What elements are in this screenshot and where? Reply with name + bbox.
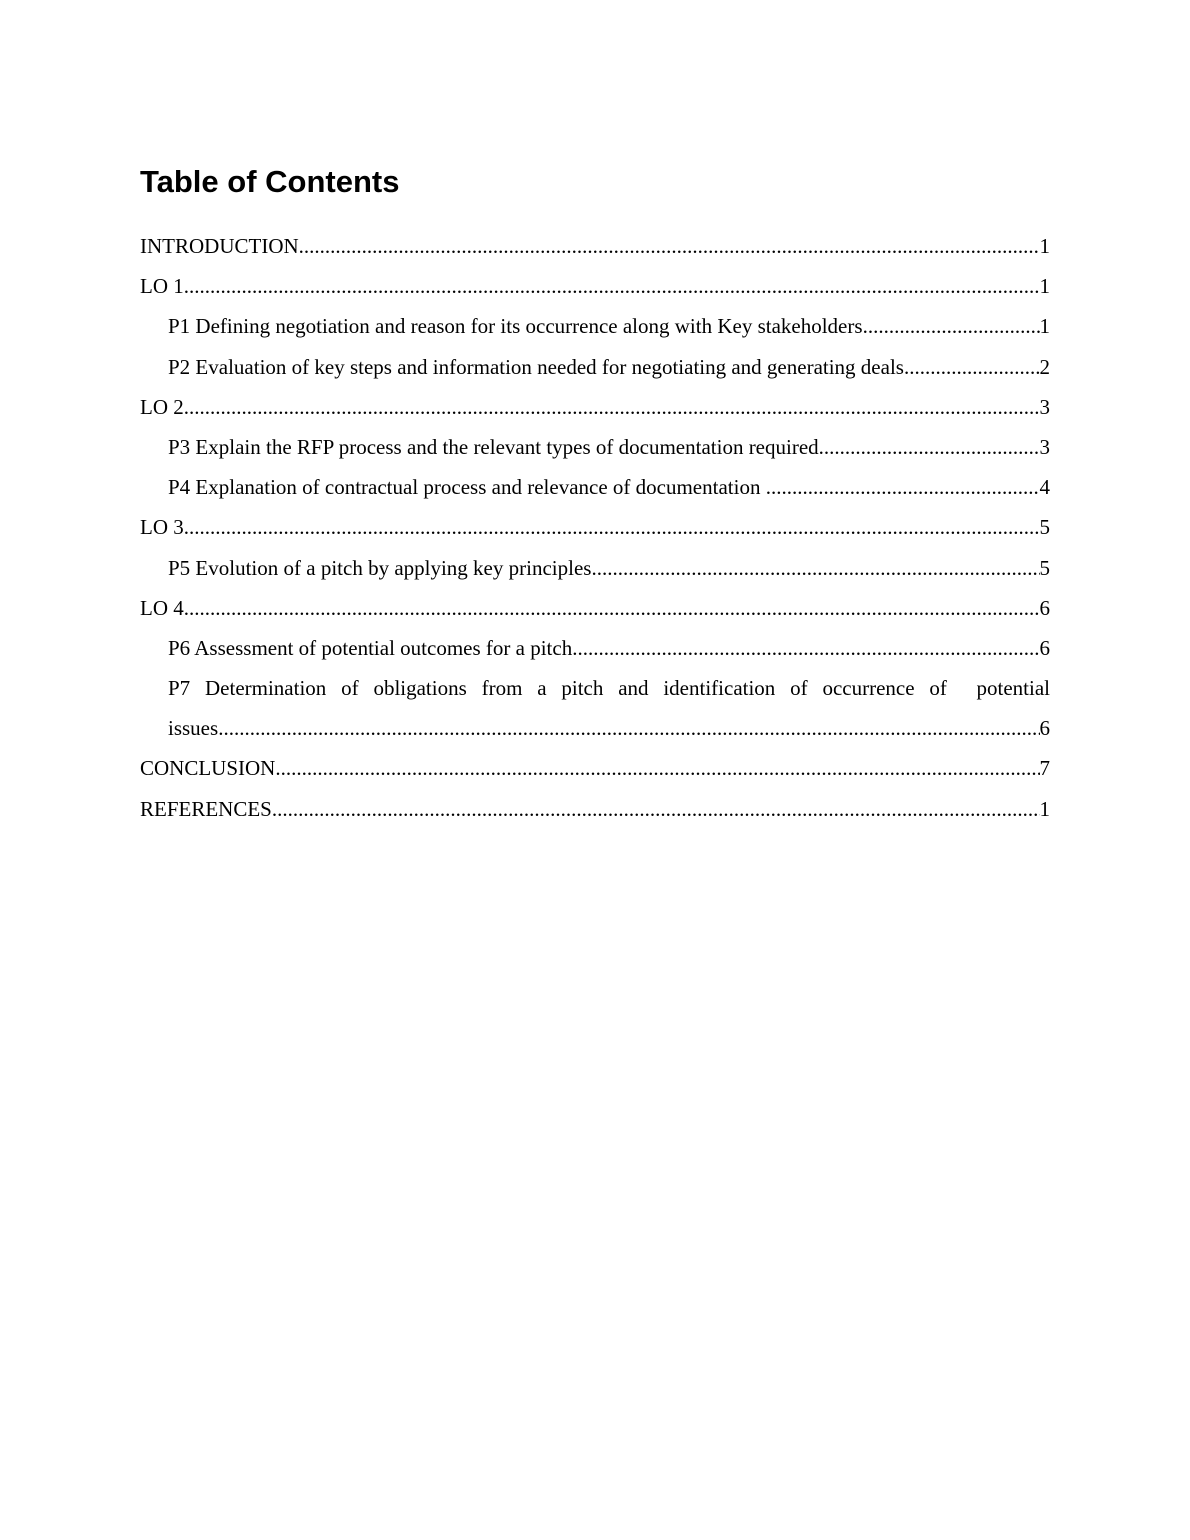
toc-entry-label: P2 Evaluation of key steps and information needed for negotiating and generating deals [168,354,904,379]
toc-entry-label: CONCLUSION [140,756,276,781]
toc-entry-label: P6 Assessment of potential outcomes for a pitch [168,635,573,660]
toc-page-number: 3 [1039,394,1050,419]
toc-entry-p5[interactable] [140,548,1050,588]
dot-leader [863,306,1040,346]
toc-entry-p7[interactable] [140,668,1050,748]
toc-page-number: 1 [1039,234,1050,258]
toc-entry-references[interactable] [140,789,1050,829]
dot-leader [572,628,1039,668]
toc-list [140,226,1050,829]
toc-entry-lo4[interactable] [140,588,1050,628]
toc-page-number: 5 [1039,515,1050,540]
toc-title: Table of Contents [140,164,400,199]
toc-entry-p4[interactable] [140,467,1050,507]
toc-entry-lo2[interactable] [140,387,1050,427]
toc-page-number: 4 [1039,475,1050,500]
dot-leader [275,748,1039,788]
toc-entry-label: REFERENCES [140,796,272,821]
toc-page-number: 1 [1039,314,1050,339]
dot-leader [184,588,1040,628]
document-page [140,160,1050,829]
toc-page-number: 2 [1039,354,1050,379]
toc-entry-label: LO 3 [140,515,184,540]
toc-entry-label: LO 1 [140,274,184,299]
dot-leader [184,387,1040,427]
toc-entry-introduction[interactable] [140,226,1050,266]
dot-leader [184,507,1040,547]
dot-leader [591,548,1039,588]
dot-leader [184,266,1040,306]
toc-entry-p1[interactable] [140,306,1050,346]
dot-leader [819,427,1040,467]
dot-leader [272,789,1040,829]
toc-entry-label-line1: P7 Determination of obligations from a pitch and identification of occurrence of potential [168,676,1050,701]
toc-entry-label: P5 Evolution of a pitch by applying key principles [168,555,592,580]
toc-entry-label: P3 Explain the RFP process and the relevant types of documentation required [168,434,819,459]
toc-entry-p6[interactable] [140,628,1050,668]
toc-page-number: 7 [1039,756,1050,781]
toc-entry-p2[interactable] [140,347,1050,387]
dot-leader [766,467,1040,507]
toc-entry-line2 [168,708,1050,748]
toc-page-number: 6 [1039,716,1050,741]
toc-entry-label: P4 Explanation of contractual process and relevance of documentation [168,475,766,500]
toc-page-number: 5 [1039,555,1050,580]
dot-leader [904,347,1040,387]
toc-page-number: 1 [1039,796,1050,821]
dot-leader [299,226,1040,266]
toc-entry-p3[interactable] [140,427,1050,467]
toc-page-number: 3 [1039,434,1050,459]
toc-entry-label: INTRODUCTION [140,234,299,258]
toc-entry-conclusion[interactable] [140,748,1050,788]
toc-entry-label: LO 2 [140,394,184,419]
toc-entry-lo3[interactable] [140,507,1050,547]
toc-page-number: 6 [1039,595,1050,620]
toc-entry-label-line2: issues [168,716,219,741]
toc-page-number: 6 [1039,635,1050,660]
toc-page-number: 1 [1039,274,1050,299]
toc-entry-label: P1 Defining negotiation and reason for its occurrence along with Key stakeholders [168,314,863,339]
toc-entry-lo1[interactable] [140,266,1050,306]
dot-leader [218,708,1039,748]
toc-entry-label: LO 4 [140,595,184,620]
